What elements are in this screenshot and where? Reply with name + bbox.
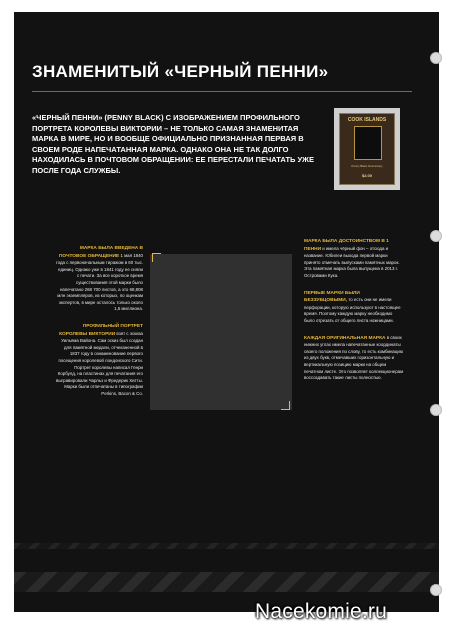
right-column bbox=[304, 238, 404, 392]
right-p3-head: КАЖДАЯ ОРИГИНАЛЬНАЯ МАРКА bbox=[304, 335, 386, 341]
left-paragraph-2 bbox=[56, 323, 143, 398]
stamp-portrait bbox=[354, 126, 382, 160]
stamp-subtitle: Penny Black Anniversary bbox=[351, 164, 383, 168]
center-image-placeholder bbox=[150, 254, 292, 410]
left-p2-head: ПРОФИЛЬНЫЙ ПОРТРЕТ КОРОЛЕВЫ ВИКТОРИИ bbox=[59, 323, 143, 337]
right-paragraph-3 bbox=[304, 335, 404, 382]
right-paragraph-1 bbox=[304, 238, 404, 280]
right-p3-body: в своих нижних углах имела напечатанные координаты своего положения по слову, то есть комбинацию из двух букв, отмечавших горизонтальную и вертикальную позицию марки на общем печатном листе. Это позволяет коллекционерам воссоздавать такие листы полностью. bbox=[304, 334, 404, 381]
right-p1-body: и имела чёрный фон – отсюда и название. Юбилеи выхода первой марки принято отмечать выпусками памятных марок. Эта памятная марка была выпущена в 2013 г. Островами Кука. bbox=[304, 245, 400, 278]
left-p1-body: 1 мая 1840 года с первоначальным тиражом в 60 тыс. единиц. Однако уже в 1841 году ее сняли с печати. За все короткое время существования этой марки было напечатано 268 700 листов, а это 68,808 млн экземпляров, из которых, по оценкам экспертов, в мире осталось только около 1,5 миллиона. bbox=[56, 252, 143, 312]
intro-text: «ЧЕРНЫЙ ПЕННИ» (PENNY BLACK) С ИЗОБРАЖЕНИЕМ ПРОФИЛЬНОГО ПОРТРЕТА КОРОЛЕВЫ ВИКТОРИИ – НЕ ТОЛЬКО САМАЯ ЗНАМЕНИТАЯ МАРКА В МИРЕ, НО И ВООБЩЕ ОФИЦИАЛЬНО ПРИЗНАННАЯ ПЕРВАЯ В СВОЕМ РОДЕ НАПЕЧАТАННАЯ МАРКА. ОДНАКО ОНА НЕ ТАК ДОЛГО НАХОДИЛАСЬ В ПОЧТОВОМ ОБРАЩЕНИИ: ЕЕ ПЕРЕСТАЛИ ПЕЧАТАТЬ УЖЕ ПОСЛЕ ГОДА СЛУЖБЫ. bbox=[32, 113, 314, 175]
left-p1-head: МАРКА БЫЛА ВВЕДЕНА В ПОЧТОВОЕ ОБРАЩЕНИЕ bbox=[58, 246, 143, 259]
right-p1-head: МАРКА БЫЛА ДОСТОИНСТВОМ В 1 ПЕННИ bbox=[304, 239, 389, 252]
binder-hole bbox=[430, 584, 442, 596]
left-p2-body: взят с эскиза Уильяма Вайона. Сам эскиз был создан для памятной медали, отчеканенной в 1837 году в ознаменование первого посещения королевой лондонского Сити. Портрет королевы написал Генри Корбулд, на пластинах для печатания его выгравировали Чарльз и Фредерик Хитты. Марки были отпечатаны в типографии Perkins, Bacon & Co. bbox=[56, 330, 143, 396]
right-paragraph-2 bbox=[304, 290, 404, 325]
corner-mark-top-left bbox=[152, 253, 161, 262]
right-p2-body: то есть они не имели перфорации, которую используют в настоящее время. Поэтому каждую марку необходимо было отрезать от общего листа ножницами. bbox=[304, 297, 401, 323]
stamp bbox=[339, 113, 395, 185]
stamp-value: $2.00 bbox=[361, 173, 372, 178]
binder-hole bbox=[430, 230, 442, 242]
bullet-icon bbox=[74, 246, 78, 250]
page-title: ЗНАМЕНИТЫЙ «ЧЕРНЫЙ ПЕННИ» bbox=[32, 62, 329, 81]
binder-hole bbox=[430, 52, 442, 64]
stamp-country: COOK ISLANDS bbox=[347, 117, 387, 123]
watermark: Nacekomie.ru bbox=[255, 600, 387, 623]
stamp-image bbox=[334, 108, 400, 190]
left-paragraph-1 bbox=[56, 245, 143, 313]
binder-hole bbox=[430, 404, 442, 416]
right-p2-head: ПЕРВЫЕ МАРКИ БЫЛИ БЕЗЗУБЦОВЫМИ, bbox=[304, 290, 360, 304]
corner-mark-bottom-right bbox=[281, 401, 290, 410]
left-column bbox=[56, 245, 143, 407]
decorative-stripes bbox=[14, 572, 439, 592]
title-divider bbox=[32, 91, 412, 92]
decorative-stripes-thin bbox=[14, 543, 439, 549]
page-sheet bbox=[14, 12, 439, 612]
binder-holes bbox=[428, 0, 451, 638]
